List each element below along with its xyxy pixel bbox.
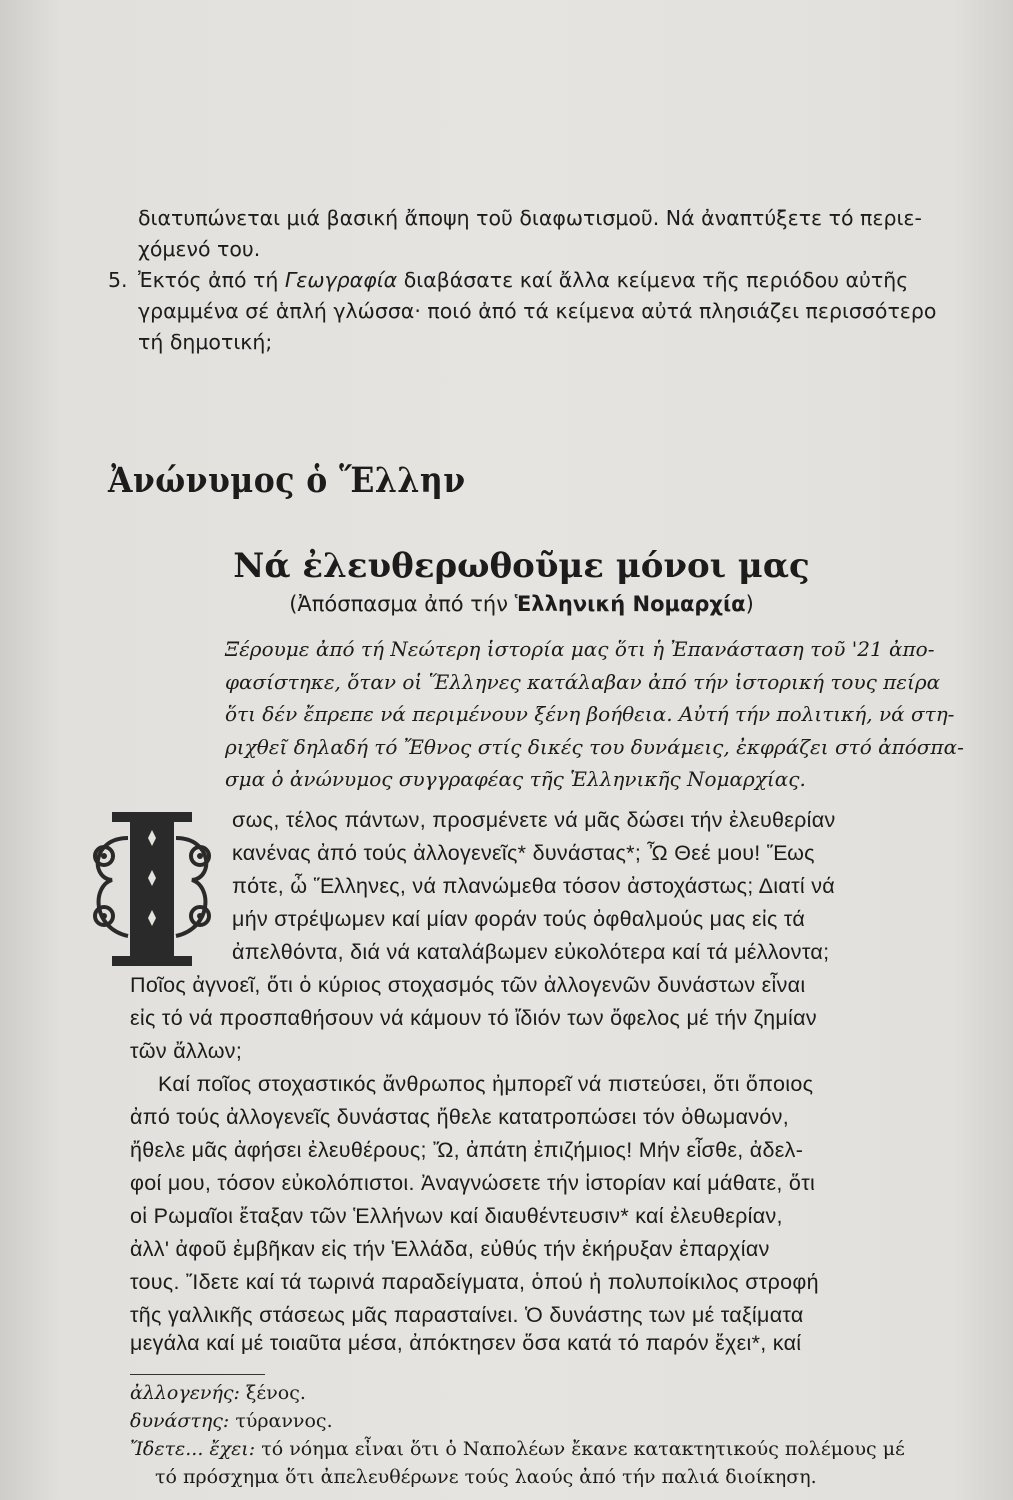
text-line: φοί μου, τόσον εὐκολόπιστοι. Ἀναγνώσετε τήν ἱστορίαν καί μάθατε, ὅτι (130, 1171, 816, 1195)
text-line: τους. Ἴδετε καί τά τωρινά παραδείγματα, ὁπού ἡ πολυποίκιλος στροφή (130, 1270, 819, 1294)
text-line: ἤθελε μᾶς ἀφήσει ἐλευθέρους; Ὤ, ἀπάτη ἐπιζήμιος! Μήν εἶσθε, ἀδελ- (130, 1138, 804, 1162)
text-line: Καί ποῖος στοχαστικός ἄνθρωπος ἠμπορεῖ νά πιστεύσει, ὅτι ὅποιος (158, 1072, 814, 1096)
intro-line: ὅτι δέν ἔπρεπε νά περιμένουν ξένη βοήθεια. Αὐτή τήν πολιτική, νά στη- (225, 702, 955, 726)
text-subtitle (0, 592, 1013, 616)
text-line: σως, τέλος πάντων, προσμένετε νά μᾶς δώσει τήν ἐλευθερίαν (232, 808, 836, 832)
q5-line-3: τή δημοτική; (138, 330, 273, 354)
text-line: τῶν ἄλλων; (130, 1039, 243, 1063)
footnote (130, 1438, 905, 1460)
q5-work-title: Γεωγραφία (284, 268, 398, 292)
question-4-continuation (108, 203, 968, 265)
ornamental-drop-cap-icon (82, 808, 222, 968)
text-line: Ποῖος ἀγνοεῖ, ὅτι ὁ κύριος στοχασμός τῶν ἀλλογενῶν δυνάστων εἶναι (130, 973, 806, 997)
q4-line-1: διατυπώνεται μιά βασική ἄποψη τοῦ διαφωτισμοῦ. Νά ἀναπτύξετε τό περιε- (138, 206, 922, 230)
text-line: ἀπό τούς ἀλλογενεῖς δυνάστας ἤθελε κατατροπώσει τόν ὀθωμανόν, (130, 1105, 789, 1129)
footnote-term: δυνάστης: (130, 1410, 230, 1432)
subtitle-suffix: ) (745, 592, 754, 616)
footnote-def: ξένος. (239, 1382, 306, 1404)
text-line: οἱ Ρωμαῖοι ἔταξαν τῶν Ἑλλήνων καί διαυθέντευσιν* καί ἐλευθερίαν, (130, 1204, 783, 1228)
question-5 (108, 265, 968, 358)
text-line: πότε, ὦ Ἕλληνες, νά πλανώμεθα τόσον ἀστοχάστως; Διατί νά (232, 874, 835, 898)
footnote-continuation: τό πρόσχημα ὅτι ἀπελευθέρωνε τούς λαούς ἀπό τήν παλιά διοίκηση. (155, 1466, 817, 1488)
text-line: ἀλλ' ἀφοῦ ἐμβῆκαν εἰς τήν Ἑλλάδα, εὐθύς τήν ἐκήρυξαν ἐπαρχίαν (130, 1237, 770, 1261)
subtitle-work: Ἑλληνική Νομαρχία (514, 592, 746, 616)
footnote-term: ἀλλογενής: (130, 1382, 240, 1404)
footnote-term: Ἴδετε... ἔχει: (130, 1438, 256, 1460)
q5-line-2: γραμμένα σέ ἁπλή γλώσσα· ποιό ἀπό τά κείμενα αὐτά πλησιάζει περισσότερο (138, 299, 937, 323)
text-line: τῆς γαλλικῆς στάσεως μᾶς παρασταίνει. Ὁ δυνάστης των μέ ταξίματα (130, 1303, 804, 1327)
intro-line: ριχθεῖ δηλαδή τό Ἔθνος στίς δικές του δυνάμεις, ἐκφράζει στό ἀπόσπα- (225, 734, 964, 759)
q5-text-b: διαβάσατε καί ἄλλα κείμενα τῆς περιόδου αὐτῆς (397, 268, 909, 292)
q5-line-1 (108, 265, 968, 296)
text-title: Νά ἐλευθερωθοῦμε μόνοι μας (233, 546, 810, 586)
q5-number: 5. (108, 268, 128, 292)
intro-line: σμα ὁ ἀνώνυμος συγγραφέας τῆς Ἑλληνικῆς Νομαρχίας. (225, 767, 806, 791)
text-line: εἰς τό νά προσπαθήσουν νά κάμουν τό ἴδιόν των ὄφελος μέ τήν ζημίαν (130, 1006, 817, 1030)
text-line: μεγάλα καί μέ τοιαῦτα μέσα, ἀπόκτησεν ὅσα κατά τό παρόν ἔχει*, καί (130, 1331, 802, 1355)
text-line: κανένας ἀπό τούς ἀλλογενεῖς* δυνάστας*; Ὦ Θεέ μου! Ἕως (232, 841, 815, 865)
q4-line-2: χόμενό του. (138, 237, 261, 261)
q5-text-a: Ἐκτός ἀπό τή (138, 268, 285, 292)
author-heading: Ἀνώνυμος ὁ Ἕλλην (108, 460, 466, 501)
intro-paragraph (225, 633, 985, 796)
footnote (130, 1410, 333, 1432)
footnote-def: τό νόημα εἶναι ὅτι ὁ Ναπολέων ἔκανε κατακτητικούς πολέμους μέ (255, 1438, 905, 1460)
intro-line: Ξέρουμε ἀπό τή Νεώτερη ἱστορία μας ὅτι ἡ Ἐπανάσταση τοῦ '21 ἀπο- (225, 637, 935, 661)
subtitle-prefix: (Ἀπόσπασμα ἀπό τήν (289, 592, 515, 616)
text-line: ἀπελθόντα, διά νά καταλάβωμεν εὐκολότερα καί τά μέλλοντα; (232, 940, 830, 964)
intro-line: φασίστηκε, ὅταν οἱ Ἕλληνες κατάλαβαν ἀπό τήν ἱστορική τους πείρα (225, 669, 941, 694)
footnote (130, 1382, 306, 1404)
text-line: μήν στρέψωμεν καί μίαν φοράν τούς ὀφθαλμούς μας εἰς τά (232, 907, 806, 931)
footnote-divider (130, 1374, 265, 1375)
footnote-def: τύραννος. (229, 1410, 333, 1432)
